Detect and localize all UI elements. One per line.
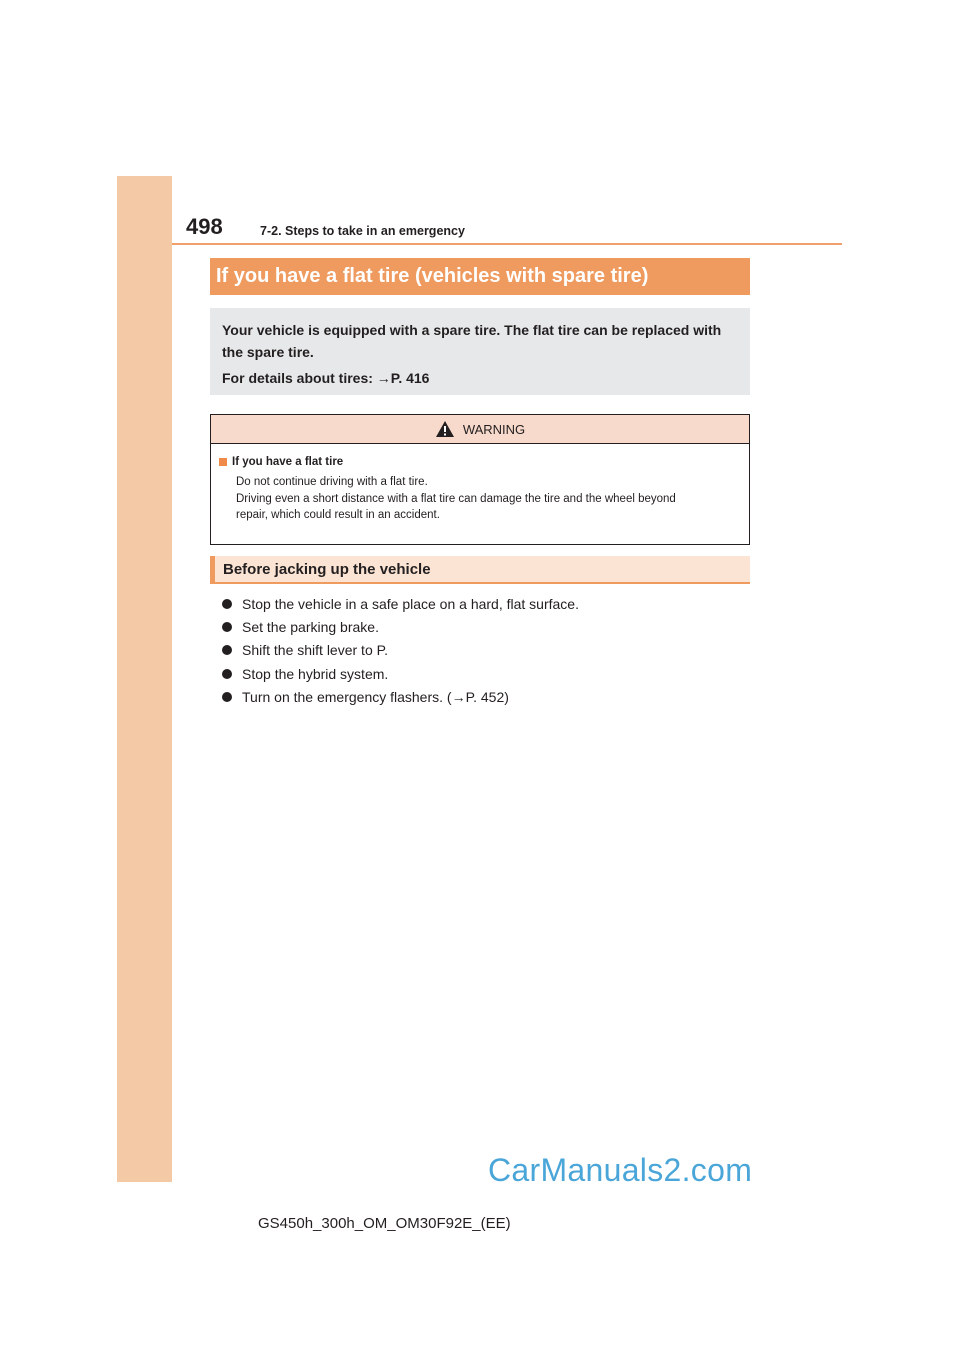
list-item [222, 662, 579, 685]
square-bullet-icon [219, 458, 227, 466]
list-item-text: Shift the shift lever to P. [242, 642, 389, 659]
list-item [222, 639, 579, 662]
warning-line: Driving even a short distance with a flat tire can damage the tire and the wheel beyond [236, 492, 676, 505]
bullet-icon [222, 622, 232, 632]
header-divider [172, 243, 842, 245]
warning-body [211, 444, 749, 524]
list-item [222, 685, 579, 708]
warning-text [236, 474, 739, 524]
footer-document-code: GS450h_300h_OM_OM30F92E_(EE) [258, 1215, 511, 1232]
list-item-text: Turn on the emergency flashers. (→P. 452) [242, 688, 509, 705]
subsection-title-text: Before jacking up the vehicle [223, 560, 431, 578]
warning-box [210, 414, 750, 545]
watermark-logo: CarManuals2.com [488, 1152, 753, 1188]
intro-text: Your vehicle is equipped with a spare tire. The flat tire can be replaced with the spare tire. [222, 322, 722, 360]
subsection-title [210, 556, 750, 584]
section-title [210, 258, 750, 295]
list-item-text: Set the parking brake. [242, 618, 379, 635]
page-number: 498 [186, 214, 223, 239]
side-tab-band [117, 176, 172, 1182]
chapter-title: 7-2. Steps to take in an emergency [260, 224, 465, 238]
bullet-icon [222, 669, 232, 679]
warning-line: Do not continue driving with a flat tire. [236, 476, 428, 488]
list-item [222, 592, 579, 615]
warning-triangle-icon [435, 420, 455, 438]
warning-subheading [219, 456, 739, 468]
bullet-icon [222, 599, 232, 609]
warning-subheading-text: If you have a flat tire [232, 456, 344, 468]
bullet-icon [222, 692, 232, 702]
intro-box [210, 308, 750, 395]
warning-line: repair, which could result in an accident. [236, 509, 440, 521]
list-item-text: Stop the hybrid system. [242, 665, 389, 682]
list-item [222, 615, 579, 638]
section-title-text: If you have a flat tire (vehicles with spare tire) [216, 265, 649, 287]
warning-label: WARNING [462, 421, 526, 437]
bullet-icon [222, 645, 232, 655]
warning-header [211, 415, 749, 444]
list-item-text: Stop the vehicle in a safe place on a hard, flat surface. [242, 595, 579, 612]
step-list [222, 592, 579, 708]
intro-reference: For details about tires: →P. 416 [222, 370, 430, 386]
